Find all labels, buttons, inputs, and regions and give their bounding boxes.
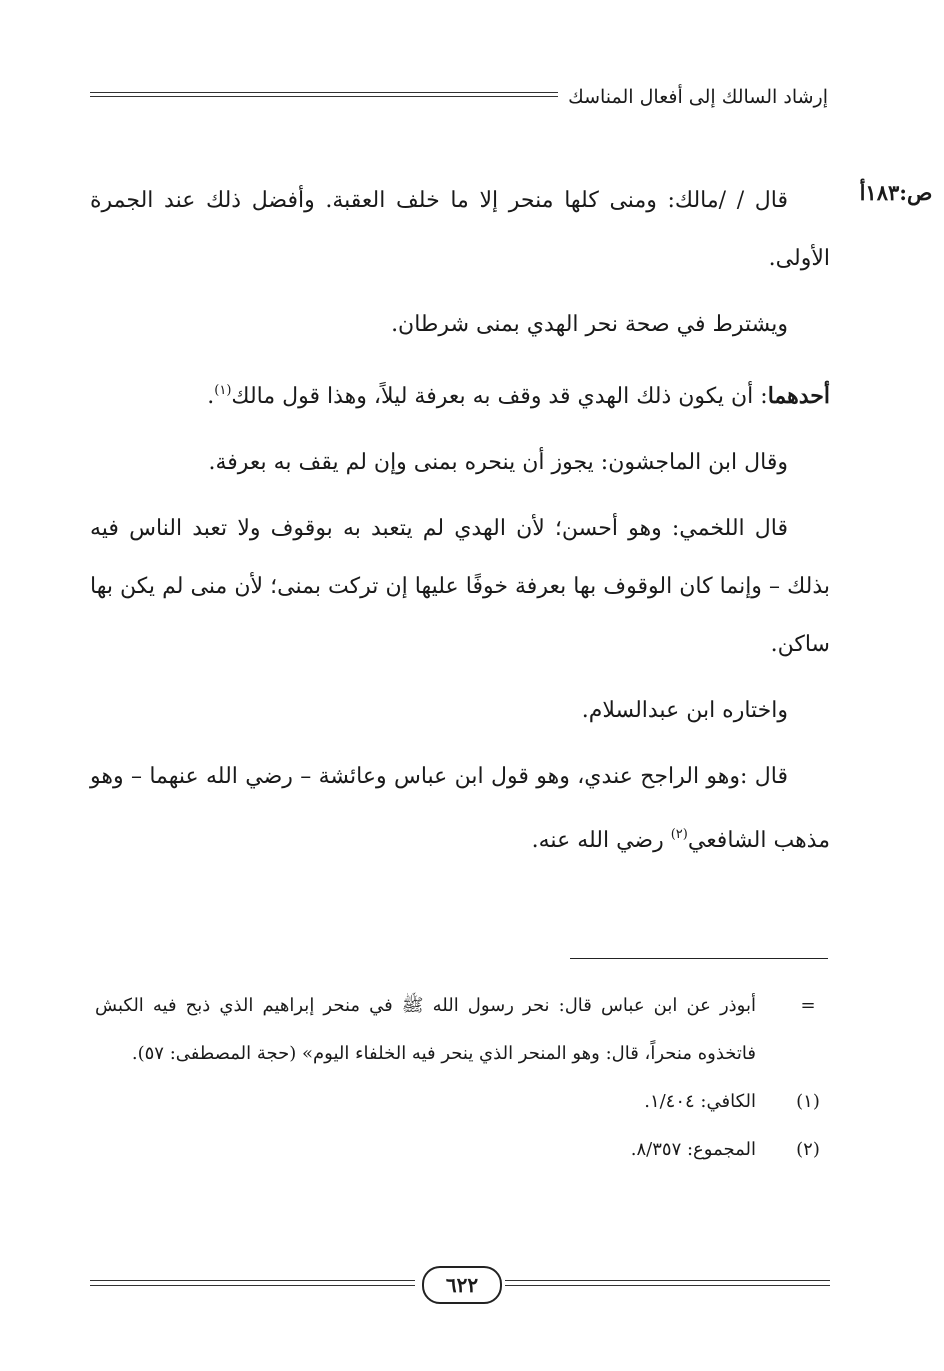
paragraph-5: قال اللخمي: وهو أحسن؛ لأن الهدي لم يتعبد به بوقوف ولا تعبد الناس فيه بذلك – وإنما كان الوقوف بها بعرفة خوفًا عليها إن تركت بمنى؛ لأن منى لم يكن بها ساكن.	[90, 516, 830, 657]
footer-rule-left	[90, 1280, 415, 1281]
footnote-marker: (٢)	[796, 1139, 820, 1160]
footnote-continued-text: أبوذر عن ابن عباس قال: نحر رسول الله ﷺ في منحر إبراهيم الذي ذبح فيه الكبش فاتخذوه منحراً، قال: وهو المنحر الذي ينحر فيه الخلفاء اليوم» (حجة المصطفى: ٥٧).	[95, 995, 756, 1064]
manuscript-page-reference: ص:١٨٣أ	[859, 180, 933, 205]
paragraph-3-text: : أن يكون ذلك الهدي قد وقف به بعرفة ليلاً، وهذا قول مالك	[231, 384, 768, 409]
footnote-continued	[95, 982, 828, 1078]
footnote-2	[95, 1126, 828, 1174]
footer-rule-right-2	[505, 1285, 830, 1286]
paragraph-3-lead-word: أحدهما	[767, 383, 830, 409]
paragraph-2: ويشترط في صحة نحر الهدي بمنى شرطان.	[391, 312, 788, 337]
running-header	[90, 84, 828, 114]
footnote-text: المجموع: ٨/٣٥٧.	[630, 1139, 756, 1160]
paragraph-6: واختاره ابن عبدالسلام.	[581, 698, 788, 723]
footnote-1	[95, 1078, 828, 1126]
footnote-text: الكافي: ١/٤٠٤.	[644, 1091, 756, 1112]
footnote-ref-2[interactable]: (٢)	[670, 827, 688, 842]
paragraph-3	[90, 362, 830, 426]
paragraph-7-text: قال :وهو الراجح عندي، وهو قول ابن عباس وعائشة – رضي الله عنهما – وهو مذهب الشافعي	[90, 764, 830, 853]
paragraph-7-end: رضي الله عنه.	[531, 828, 671, 853]
footer-rule-right	[505, 1280, 830, 1281]
paragraph-4: وقال ابن الماجشون: يجوز أن ينحره بمنى وإن لم يقف به بعرفة.	[208, 450, 788, 475]
footer-rule-left-2	[90, 1285, 415, 1286]
continuation-marker: =	[800, 995, 816, 1016]
paragraph-7	[90, 748, 830, 870]
page-number: ٦٢٢	[422, 1266, 502, 1304]
footnote-separator	[570, 958, 828, 959]
main-text	[90, 172, 830, 878]
paragraph-1: قال / /مالك: ومنى كلها منحر إلا ما خلف العقبة. وأفضل ذلك عند الجمرة الأولى.	[90, 188, 830, 271]
footnotes	[95, 982, 828, 1174]
book-title: إرشاد السالك إلى أفعال المناسك	[568, 86, 828, 108]
paragraph-3-end: .	[207, 384, 215, 409]
header-rule-top	[90, 92, 558, 93]
header-rule-bottom	[90, 96, 558, 97]
page-footer	[90, 1264, 830, 1304]
footnote-marker: (١)	[796, 1091, 820, 1112]
footnote-ref-1[interactable]: (١)	[214, 383, 232, 398]
